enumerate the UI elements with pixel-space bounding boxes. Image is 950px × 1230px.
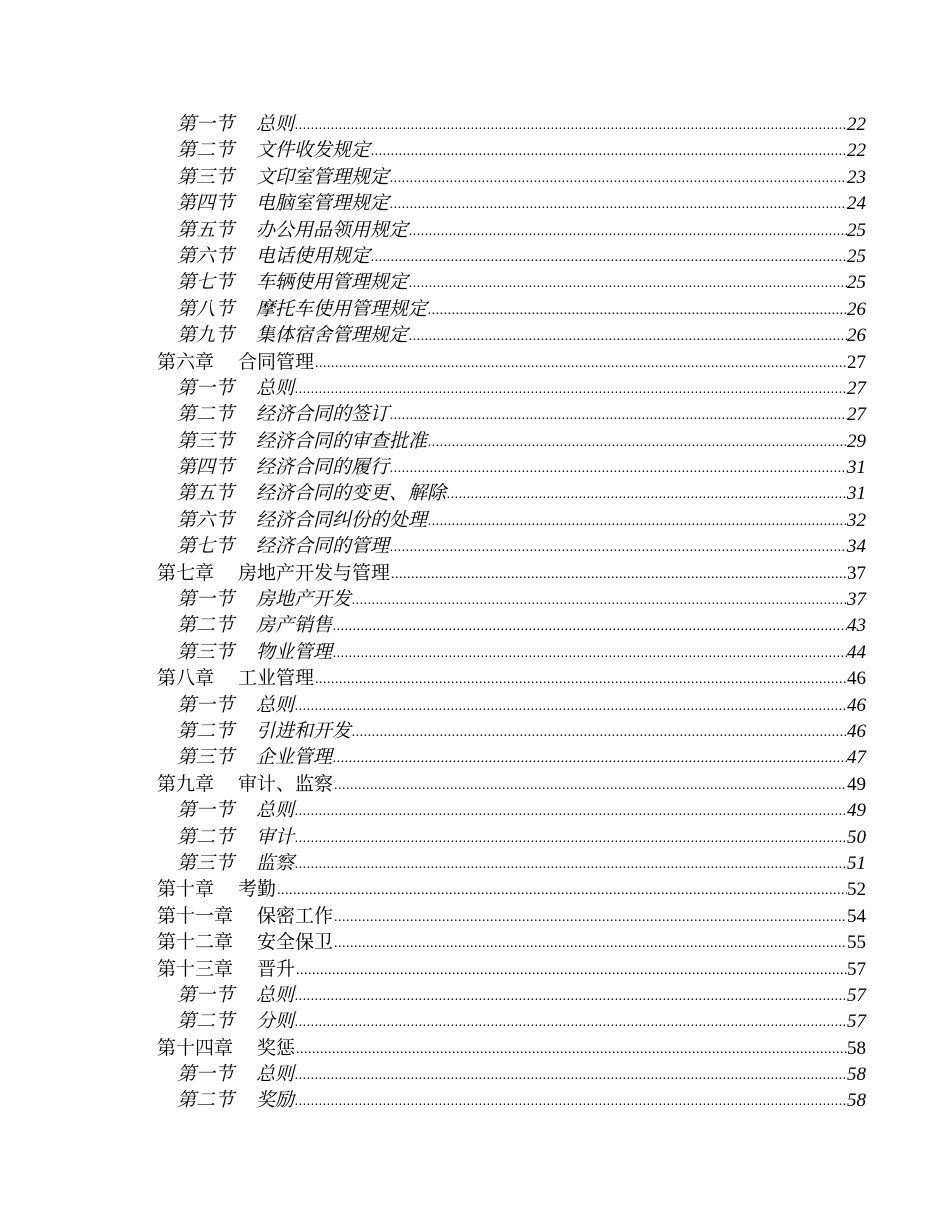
page-number: 24 <box>847 193 866 215</box>
toc-section-entry[interactable] <box>157 798 866 824</box>
dot-leader <box>333 773 847 799</box>
entry-title: 经济合同纠份的处理 <box>256 509 428 531</box>
page-number: 25 <box>847 272 866 294</box>
dot-leader <box>295 958 847 984</box>
toc-section-entry[interactable] <box>157 165 866 191</box>
entry-title: 文印室管理规定 <box>256 166 390 188</box>
entry-title: 审计、监察 <box>238 773 334 795</box>
section-number: 第一节 <box>177 589 235 611</box>
section-number: 第一节 <box>177 694 235 716</box>
page-number: 47 <box>847 747 866 769</box>
section-number: 第一节 <box>177 377 235 399</box>
page-number: 31 <box>847 457 866 479</box>
page-number: 46 <box>847 694 866 716</box>
dot-leader <box>276 878 847 904</box>
chapter-number: 第九章 <box>157 773 215 795</box>
toc-chapter-entry[interactable] <box>157 904 866 930</box>
dot-leader <box>408 324 847 350</box>
toc-section-entry[interactable] <box>157 138 866 164</box>
entry-title: 经济合同的履行 <box>256 457 390 479</box>
toc-section-entry[interactable] <box>157 983 866 1009</box>
entry-title: 办公用品领用规定 <box>256 219 409 241</box>
chapter-number: 第十二章 <box>157 932 234 954</box>
toc-chapter-entry[interactable] <box>157 957 866 983</box>
entry-title: 电话使用规定 <box>256 245 371 267</box>
dot-leader <box>427 430 847 456</box>
toc-section-entry[interactable] <box>157 613 866 639</box>
toc-section-entry[interactable] <box>157 719 866 745</box>
entry-title: 总则 <box>256 114 295 135</box>
page-number: 31 <box>847 483 866 505</box>
toc-section-entry[interactable] <box>157 376 866 402</box>
entry-title: 总则 <box>256 800 295 822</box>
dot-leader <box>294 1010 847 1036</box>
page-number: 29 <box>847 430 866 452</box>
dot-leader <box>294 1089 847 1115</box>
page-number: 34 <box>847 536 866 558</box>
section-number: 第一节 <box>177 114 235 135</box>
entry-title: 经济合同的审查批准 <box>256 430 428 452</box>
toc-section-entry[interactable] <box>157 218 866 244</box>
entry-title: 总则 <box>256 1064 295 1086</box>
toc-section-entry[interactable] <box>157 508 866 534</box>
section-number: 第七节 <box>177 536 235 558</box>
page-number: 37 <box>847 562 866 584</box>
section-number: 第四节 <box>177 193 235 215</box>
toc-chapter-entry[interactable] <box>157 1036 866 1062</box>
toc-section-entry[interactable] <box>157 825 866 851</box>
dot-leader <box>370 139 847 165</box>
page-number: 49 <box>847 773 866 795</box>
page-number: 46 <box>847 668 866 690</box>
dot-leader <box>333 905 847 931</box>
dot-leader <box>390 562 847 588</box>
page-number: 55 <box>847 932 866 954</box>
dot-leader <box>294 1063 847 1089</box>
entry-title: 监察 <box>256 852 295 874</box>
entry-title: 电脑室管理规定 <box>256 193 390 215</box>
toc-section-entry[interactable] <box>157 851 866 877</box>
entry-title: 房产销售 <box>256 615 333 637</box>
section-number: 第二节 <box>177 1011 235 1033</box>
page-number: 22 <box>847 114 866 135</box>
section-number: 第六节 <box>177 509 235 531</box>
toc-section-entry[interactable] <box>157 323 866 349</box>
toc-section-entry[interactable] <box>157 481 866 507</box>
section-number: 第三节 <box>177 852 235 874</box>
page-number: 58 <box>847 1037 866 1059</box>
toc-section-entry[interactable] <box>157 693 866 719</box>
section-number: 第二节 <box>177 826 235 848</box>
page-number: 22 <box>847 140 866 162</box>
section-number: 第六节 <box>177 245 235 267</box>
toc-chapter-entry[interactable] <box>157 930 866 956</box>
toc-section-entry[interactable] <box>157 112 866 138</box>
dot-leader <box>427 509 847 535</box>
toc-section-entry[interactable] <box>157 1062 866 1088</box>
dot-leader <box>294 799 847 825</box>
dot-leader <box>333 931 847 957</box>
page-number: 58 <box>847 1064 866 1086</box>
entry-title: 房地产开发 <box>256 589 352 611</box>
page-number: 25 <box>847 245 866 267</box>
entry-title: 保密工作 <box>257 905 334 927</box>
page-number: 44 <box>847 641 866 663</box>
entry-title: 物业管理 <box>256 641 333 663</box>
toc-section-entry[interactable] <box>157 244 866 270</box>
dot-leader <box>389 166 847 192</box>
entry-title: 经济合同的管理 <box>256 536 390 558</box>
table-of-contents <box>157 112 866 1115</box>
page-number: 49 <box>847 800 866 822</box>
page-number: 43 <box>847 615 866 637</box>
entry-title: 总则 <box>256 694 295 716</box>
entry-title: 企业管理 <box>256 747 333 769</box>
entry-title: 考勤 <box>238 879 277 901</box>
toc-section-entry[interactable] <box>157 270 866 296</box>
section-number: 第三节 <box>177 641 235 663</box>
page-number: 23 <box>847 166 866 188</box>
chapter-number: 第十章 <box>157 879 215 901</box>
section-number: 第八节 <box>177 298 235 320</box>
dot-leader <box>389 403 847 429</box>
page-number: 46 <box>847 720 866 742</box>
entry-title: 晋升 <box>257 958 296 980</box>
entry-title: 工业管理 <box>238 668 315 690</box>
chapter-number: 第十四章 <box>157 1037 234 1059</box>
dot-leader <box>314 667 847 693</box>
entry-title: 引进和开发 <box>256 720 352 742</box>
entry-title: 总则 <box>256 984 295 1006</box>
section-number: 第三节 <box>177 747 235 769</box>
dot-leader <box>332 641 847 667</box>
chapter-number: 第六章 <box>157 351 215 373</box>
entry-title: 奖励 <box>256 1090 295 1112</box>
entry-title: 奖惩 <box>257 1037 296 1059</box>
dot-leader <box>294 826 847 852</box>
dot-leader <box>370 245 847 271</box>
section-number: 第二节 <box>177 720 235 742</box>
section-number: 第二节 <box>177 140 235 162</box>
entry-title: 文件收发规定 <box>256 140 371 162</box>
section-number: 第一节 <box>177 800 235 822</box>
section-number: 第一节 <box>177 1064 235 1086</box>
chapter-number: 第七章 <box>157 562 215 584</box>
entry-title: 总则 <box>256 377 295 399</box>
dot-leader <box>389 456 847 482</box>
dot-leader <box>294 984 847 1010</box>
dot-leader <box>332 614 847 640</box>
page-number: 51 <box>847 852 866 874</box>
section-number: 第七节 <box>177 272 235 294</box>
dot-leader <box>351 720 847 746</box>
section-number: 第五节 <box>177 483 235 505</box>
dot-leader <box>408 219 847 245</box>
dot-leader <box>408 271 847 297</box>
toc-section-entry[interactable] <box>157 297 866 323</box>
section-number: 第一节 <box>177 984 235 1006</box>
page-number: 27 <box>847 351 866 373</box>
dot-leader <box>446 482 847 508</box>
toc-section-entry[interactable] <box>157 429 866 455</box>
section-number: 第九节 <box>177 325 235 347</box>
dot-leader <box>294 113 847 139</box>
section-number: 第三节 <box>177 166 235 188</box>
toc-section-entry[interactable] <box>157 534 866 560</box>
toc-chapter-entry[interactable] <box>157 666 866 692</box>
page-number: 27 <box>847 377 866 399</box>
toc-chapter-entry[interactable] <box>157 561 866 587</box>
toc-section-entry[interactable] <box>157 1009 866 1035</box>
dot-leader <box>389 192 847 218</box>
section-number: 第三节 <box>177 430 235 452</box>
entry-title: 集体宿舍管理规定 <box>256 325 409 347</box>
dot-leader <box>427 298 847 324</box>
page-number: 32 <box>847 509 866 531</box>
page-number: 57 <box>847 1011 866 1033</box>
section-number: 第二节 <box>177 404 235 426</box>
dot-leader <box>332 746 847 772</box>
dot-leader <box>351 588 847 614</box>
page-number: 58 <box>847 1090 866 1112</box>
entry-title: 安全保卫 <box>257 932 334 954</box>
section-number: 第四节 <box>177 457 235 479</box>
chapter-number: 第十一章 <box>157 905 234 927</box>
dot-leader <box>294 694 847 720</box>
toc-section-entry[interactable] <box>157 640 866 666</box>
entry-title: 合同管理 <box>238 351 315 373</box>
entry-title: 分则 <box>256 1011 295 1033</box>
toc-chapter-entry[interactable] <box>157 350 866 376</box>
page-number: 26 <box>847 298 866 320</box>
dot-leader <box>294 852 847 878</box>
section-number: 第二节 <box>177 1090 235 1112</box>
page-number: 25 <box>847 219 866 241</box>
toc-section-entry[interactable] <box>157 587 866 613</box>
page-number: 50 <box>847 826 866 848</box>
section-number: 第五节 <box>177 219 235 241</box>
dot-leader <box>389 535 847 561</box>
toc-chapter-entry[interactable] <box>157 772 866 798</box>
toc-section-entry[interactable] <box>157 1088 866 1114</box>
chapter-number: 第八章 <box>157 668 215 690</box>
page-number: 26 <box>847 325 866 347</box>
entry-title: 经济合同的变更、解除 <box>256 483 447 505</box>
page-number: 54 <box>847 905 866 927</box>
page-number: 27 <box>847 404 866 426</box>
dot-leader <box>295 1037 847 1063</box>
toc-section-entry[interactable] <box>157 191 866 217</box>
page-number: 57 <box>847 958 866 980</box>
entry-title: 摩托车使用管理规定 <box>256 298 428 320</box>
toc-section-entry[interactable] <box>157 402 866 428</box>
page-number: 52 <box>847 879 866 901</box>
dot-leader <box>294 377 847 403</box>
toc-chapter-entry[interactable] <box>157 877 866 903</box>
toc-section-entry[interactable] <box>157 455 866 481</box>
page-number: 57 <box>847 984 866 1006</box>
entry-title: 房地产开发与管理 <box>238 562 391 584</box>
page-number: 37 <box>847 589 866 611</box>
chapter-number: 第十三章 <box>157 958 234 980</box>
dot-leader <box>314 351 847 377</box>
toc-section-entry[interactable] <box>157 745 866 771</box>
section-number: 第二节 <box>177 615 235 637</box>
entry-title: 经济合同的签订 <box>256 404 390 426</box>
entry-title: 车辆使用管理规定 <box>256 272 409 294</box>
entry-title: 审计 <box>256 826 295 848</box>
